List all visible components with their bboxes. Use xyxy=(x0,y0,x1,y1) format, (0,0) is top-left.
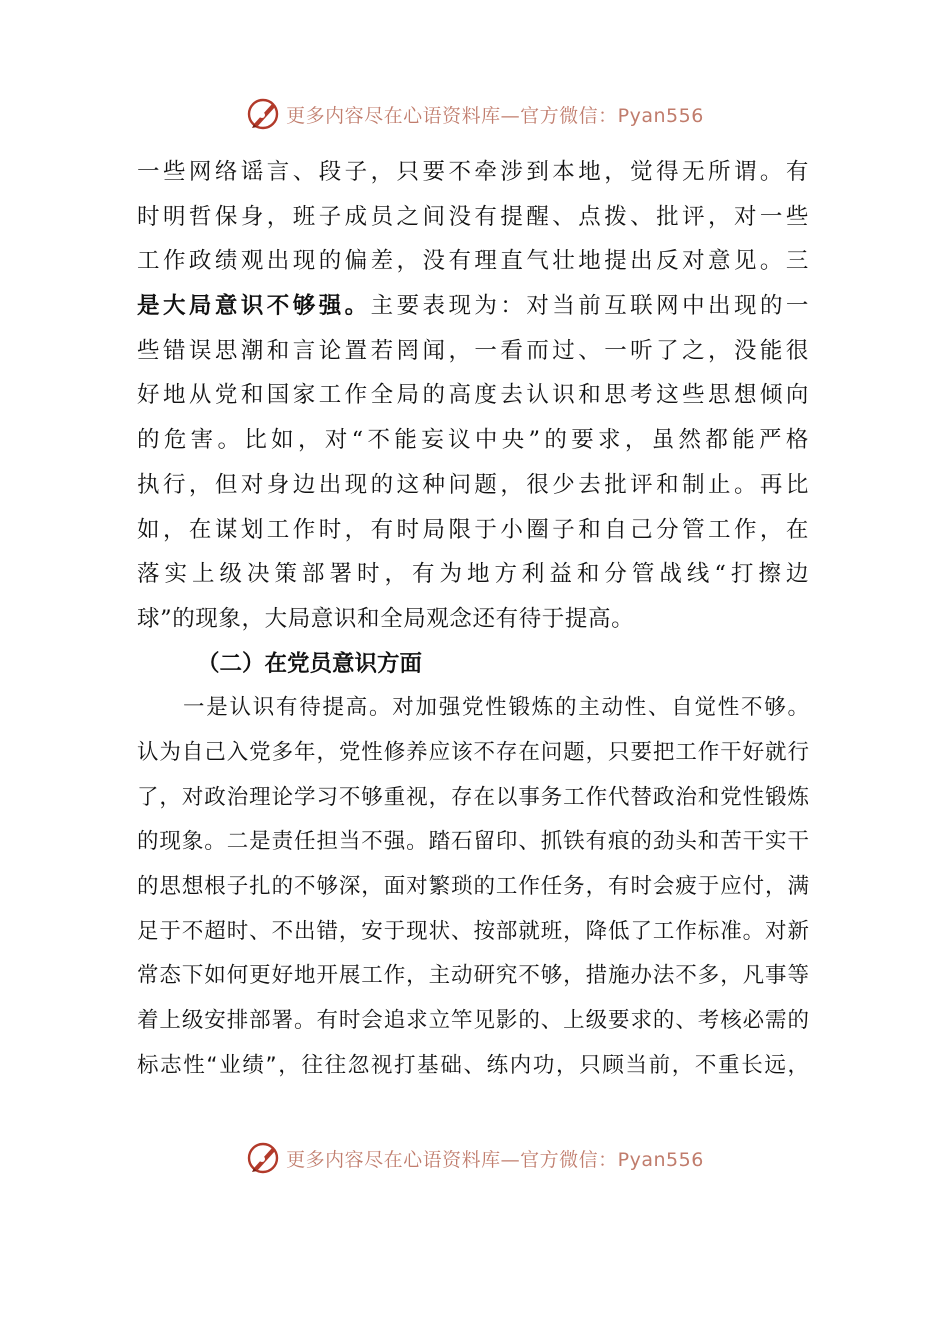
banner-text: 更多内容尽在心语资料库—官方微信：Pyan556 xyxy=(286,104,704,127)
bold-phrase: 是大局意识不够强。 xyxy=(137,293,371,320)
text-line: 好地从党和国家工作全局的高度去认识和思考这些思想倾向 xyxy=(137,382,809,409)
text-run: 主要表现为：对当前互联网中出现的一 xyxy=(370,293,809,320)
banner-text: 更多内容尽在心语资料库—官方微信：Pyan556 xyxy=(286,1148,704,1171)
text-line: 认为自己入党多年，党性修养应该不存在问题，只要把工作干好就行 xyxy=(137,739,809,765)
header-banner xyxy=(0,92,950,136)
text-line: 足于不超时、不出错，安于现状、按部就班，降低了工作标准。对新 xyxy=(137,918,809,944)
text-line xyxy=(137,284,809,329)
text-line: 一些网络谣言、段子，只要不牵涉到本地，觉得无所谓。有 xyxy=(137,159,809,185)
pen-logo-icon xyxy=(246,1140,282,1176)
text-line: 的危害。比如，对“不能妄议中央”的要求，虽然都能严格 xyxy=(137,427,809,454)
text-line: 些错误思潮和言论置若罔闻，一看而过、一听了之，没能很 xyxy=(137,337,809,364)
text-line: 时明哲保身，班子成员之间没有提醒、点拨、批评，对一些 xyxy=(137,203,809,230)
footer-banner xyxy=(0,1136,950,1180)
text-line: 标志性“业绩”，往往忽视打基础、练内功，只顾当前，不重长远， xyxy=(137,1052,809,1078)
pen-logo-icon xyxy=(246,96,282,132)
text-line: 如，在谋划工作时，有时局限于小圈子和自己分管工作，在 xyxy=(137,516,809,543)
text-line: 执行，但对身边出现的这种问题，很少去批评和制止。再比 xyxy=(137,471,809,498)
text-line: 的现象。二是责任担当不强。踏石留印、抓铁有痕的劲头和苦干实干 xyxy=(137,829,809,855)
document-body xyxy=(137,150,809,1088)
text-line: 了，对政治理论学习不够重视，存在以事务工作代替政治和党性锻炼 xyxy=(137,784,809,810)
section-heading: （二）在党员意识方面 xyxy=(197,650,423,677)
text-line: 球”的现象，大局意识和全局观念还有待于提高。 xyxy=(137,605,635,632)
text-line: 一是认识有待提高。对加强党性锻炼的主动性、自觉性不够。 xyxy=(183,695,809,721)
text-line: 的思想根子扎的不够深，面对繁琐的工作任务，有时会疲于应付，满 xyxy=(137,874,809,899)
text-line: 常态下如何更好地开展工作，主动研究不够，措施办法不多，凡事等 xyxy=(137,963,809,989)
paragraph-2 xyxy=(137,686,809,1088)
text-line: 着上级安排部署。有时会追求立竿见影的、上级要求的、考核必需的 xyxy=(137,1008,809,1034)
paragraph-1 xyxy=(137,150,809,642)
text-line: 落实上级决策部署时，有为地方利益和分管战线“打擦边 xyxy=(137,561,809,588)
text-line: 工作政绩观出现的偏差，没有理直气壮地提出反对意见。三 xyxy=(137,248,809,275)
